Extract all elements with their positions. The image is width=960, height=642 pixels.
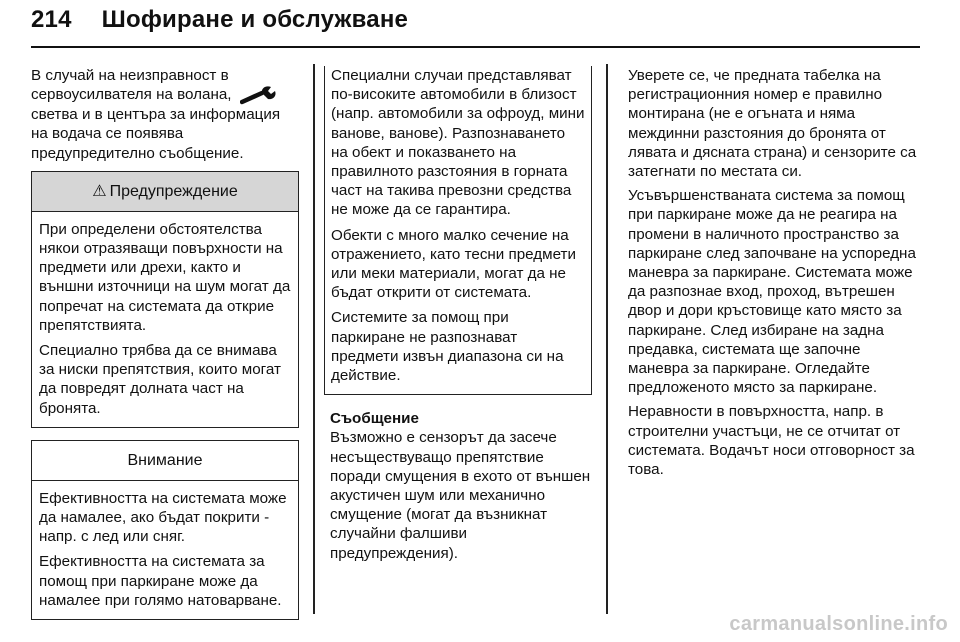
caution-paragraph-1: Ефективността на системата може да намалее, ако бъдат покрити - напр. с лед или сняг. [39,489,287,546]
caution-title: Внимание [32,441,298,481]
message-heading: Съобщение [330,410,419,428]
range-paragraph: Системите за помощ при паркиране не разпознават предмети извън диапазона си на действие. [331,309,564,385]
watermark: carmanualsonline.info [729,613,948,635]
wrench-icon [240,85,278,105]
page-header [31,6,408,34]
column-divider-1 [313,64,315,614]
advanced-parking-paragraph: Усъвършенстваната система за помощ при паркиране може да не реагира на промени в наличното пространство за паркиране след започване на успоредна маневра за паркиране. Системата може да разпознае вход, проход, вътрешен двор и дори кръстовище като място за паркиране. След избиране на задна предавка, системата ще започне маневра за паркиране. Огледайте предложеното място за паркиране. [628,187,916,397]
message-paragraph: Възможно е сензорът да засече несъществуващо препятствие поради смущения в ехото от външен акустичен шум или механично смущение (могат да възникнат случайни фалшиви предупреждения). [330,429,591,562]
warning-title-text: Предупреждение [109,182,238,200]
warning-triangle-icon: ⚠ [92,182,107,200]
header-rule [31,46,920,48]
intro-text-a: В случай на неизправност в сервоусилвателя на волана, [31,67,232,104]
warning-box [31,171,299,428]
warning-paragraph-2: Специално трябва да се внимава за ниски препятствия, които могат да повредят долната част на бронята. [39,342,281,417]
caution-box [31,440,299,620]
page-number: 214 [31,6,72,33]
column-3 [628,66,920,484]
warning-paragraph-1: При определени обстоятелства някои отразяващи повърхности на предмети или дрехи, както и външни източници на шум могат да попречат на системата да открие препятствията. [39,220,291,334]
column-2 [330,66,592,568]
small-objects-paragraph: Обекти с много малко сечение на отражението, като тесни предмети или меки материали, могат да не бъдат открити от системата. [331,226,576,302]
caution-paragraph-2: Ефективността на системата за помощ при паркиране може да намалее при голямо натоварване. [39,553,282,609]
continued-caution-frame [324,66,592,395]
intro-paragraph [31,66,299,163]
warning-title [32,172,298,212]
intro-text-b: светва и в центъра за информация на водача се появява предупредително съобщение. [31,106,281,162]
page-title: Шофиране и обслужване [101,6,409,33]
license-plate-paragraph: Уверете се, че предната табелка на регистрационния номер е правилно монтирана (не е огъната и няма междинни разстояния до бронята от лявата и дясната страна) и сензорите са затегнати по местата си. [628,67,917,181]
column-divider-2 [606,64,608,614]
special-cases-paragraph: Специални случаи представляват по-високите автомобили в близост (напр. автомобили за офроуд, мини ванове, ванове). Разпознаването на обект и показването на правилното разстояния в горната част на такива превозни средства не може да се гарантира. [331,67,585,219]
surface-paragraph: Неравности в повърхността, напр. в строителни участъци, не се отчитат от системата. Водачът носи отговорност за това. [628,403,915,479]
column-1 [31,66,299,620]
